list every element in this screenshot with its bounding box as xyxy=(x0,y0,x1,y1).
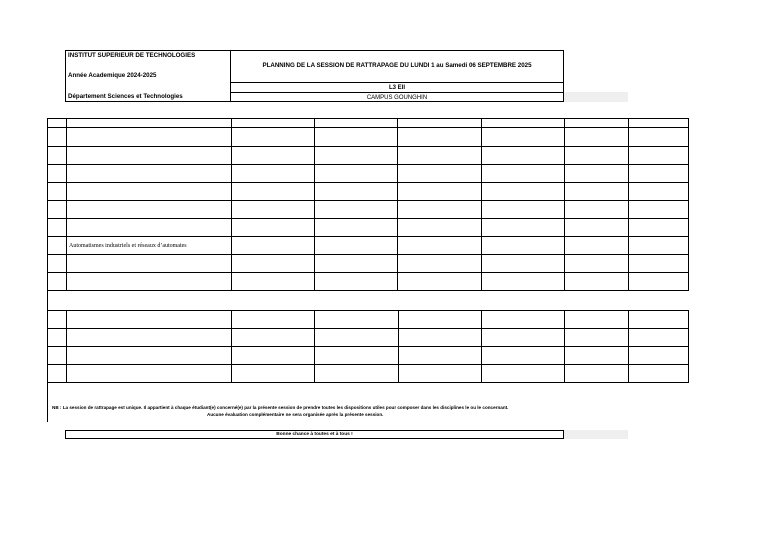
table-row xyxy=(48,365,689,383)
table-row xyxy=(48,119,689,128)
header-grey-strip xyxy=(564,92,628,102)
planning-title: PLANNING DE LA SESSION DE RATTRAPAGE DU LUNDI 1 au Samedi 06 SEPTEMBRE 2025 xyxy=(262,62,532,69)
table-row xyxy=(48,201,689,219)
table-row xyxy=(48,329,689,347)
table-row xyxy=(48,311,689,329)
table-row xyxy=(48,183,689,201)
left-frame-line xyxy=(47,382,48,422)
closing-grey-strip xyxy=(564,430,628,439)
note-line-2: Aucune évaluation complémentaire ne sera organisée après la présente session. xyxy=(207,412,384,417)
schedule-table-top xyxy=(47,118,689,291)
table-row xyxy=(48,147,689,165)
table-row xyxy=(48,273,689,291)
table-row xyxy=(48,128,689,147)
institute-name: INSTITUT SUPERIEUR DE TECHNOLOGIES xyxy=(68,52,196,59)
schedule-table-bottom xyxy=(47,310,689,383)
header-institution-block xyxy=(65,50,231,102)
separator-left-edge xyxy=(47,291,48,310)
campus-label: CAMPUS GOUNGHIN xyxy=(231,92,563,103)
table-row xyxy=(48,219,689,237)
table-row-subject xyxy=(48,237,689,255)
department-name: Département Sciences et Technologies xyxy=(68,93,183,100)
table-row xyxy=(48,347,689,365)
subject-cell: Automatismes industriels et réseaux d’automates xyxy=(67,237,232,255)
level-label: L3 EII xyxy=(231,82,563,93)
closing-message: Bonne chance à toutes et à tous ! xyxy=(65,430,564,439)
table-row xyxy=(48,255,689,273)
header-title-block xyxy=(231,50,564,102)
academic-year: Année Academique 2024-2025 xyxy=(68,72,157,79)
note-line-1: NB : La session de rattrapage est unique. Il appartient à chaque étudiant(e) concerné(e) par la présente session de prendre toutes les dispositions utiles pour composer dans les disciplines le ou le concernant. xyxy=(52,405,509,410)
table-row xyxy=(48,165,689,183)
